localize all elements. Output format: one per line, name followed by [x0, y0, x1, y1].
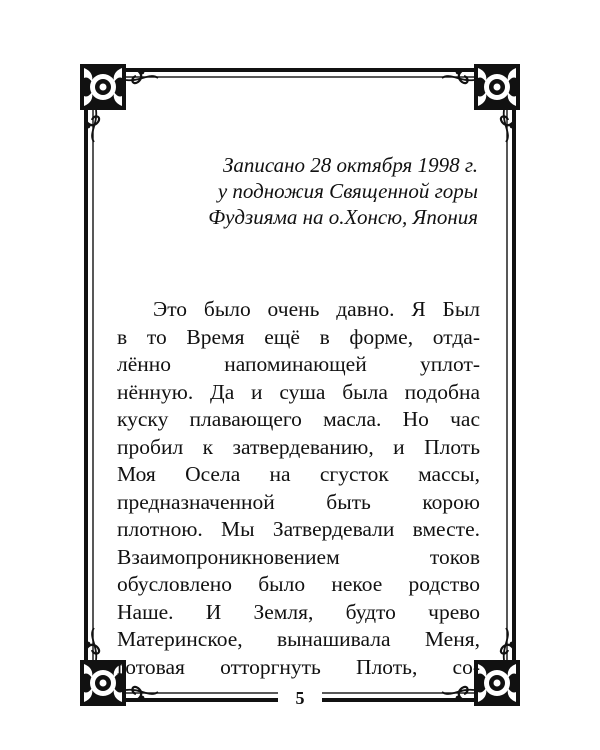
text-line: пробил к затвердеванию, и Плоть — [117, 434, 480, 459]
body-paragraph — [117, 296, 480, 681]
ornamental-corner-icon — [442, 64, 520, 142]
text-line: обусловлено было некое родство — [117, 572, 480, 596]
text-line: Наше. И Земля, будто чрево — [117, 599, 480, 624]
text-line: готовая отторгнуть Плоть, со- — [117, 654, 480, 679]
page-number: 5 — [295, 688, 305, 708]
text-line: Это было очень давно. Я Был — [153, 297, 480, 321]
text-line: куску плавающего масла. Но час — [117, 407, 480, 431]
epigraph-line: Записано 28 октября 1998 г. — [222, 153, 478, 177]
epigraph-line: у подножия Священной горы — [217, 179, 478, 203]
text-line: нённую. Да и суша была подобна — [117, 379, 480, 404]
text-line: плотною. Мы Затвердевали вместе. — [117, 517, 480, 541]
text-line: Материнское, вынашивала Меня, — [117, 627, 480, 651]
epigraph-line: Фудзияма на о.Хонсю, Япония — [208, 205, 478, 229]
text-line: Взаимопроникновением токов — [117, 544, 480, 569]
text-line: в то Время ещё в форме, отда- — [117, 324, 480, 349]
ornamental-corner-icon — [80, 64, 158, 142]
epigraph — [130, 152, 478, 230]
text-line: лённо напоминающей уплот- — [117, 352, 480, 376]
text-line: предназначенной быть корою — [117, 489, 480, 514]
text-line: Моя Осела на сгусток массы, — [117, 462, 480, 486]
